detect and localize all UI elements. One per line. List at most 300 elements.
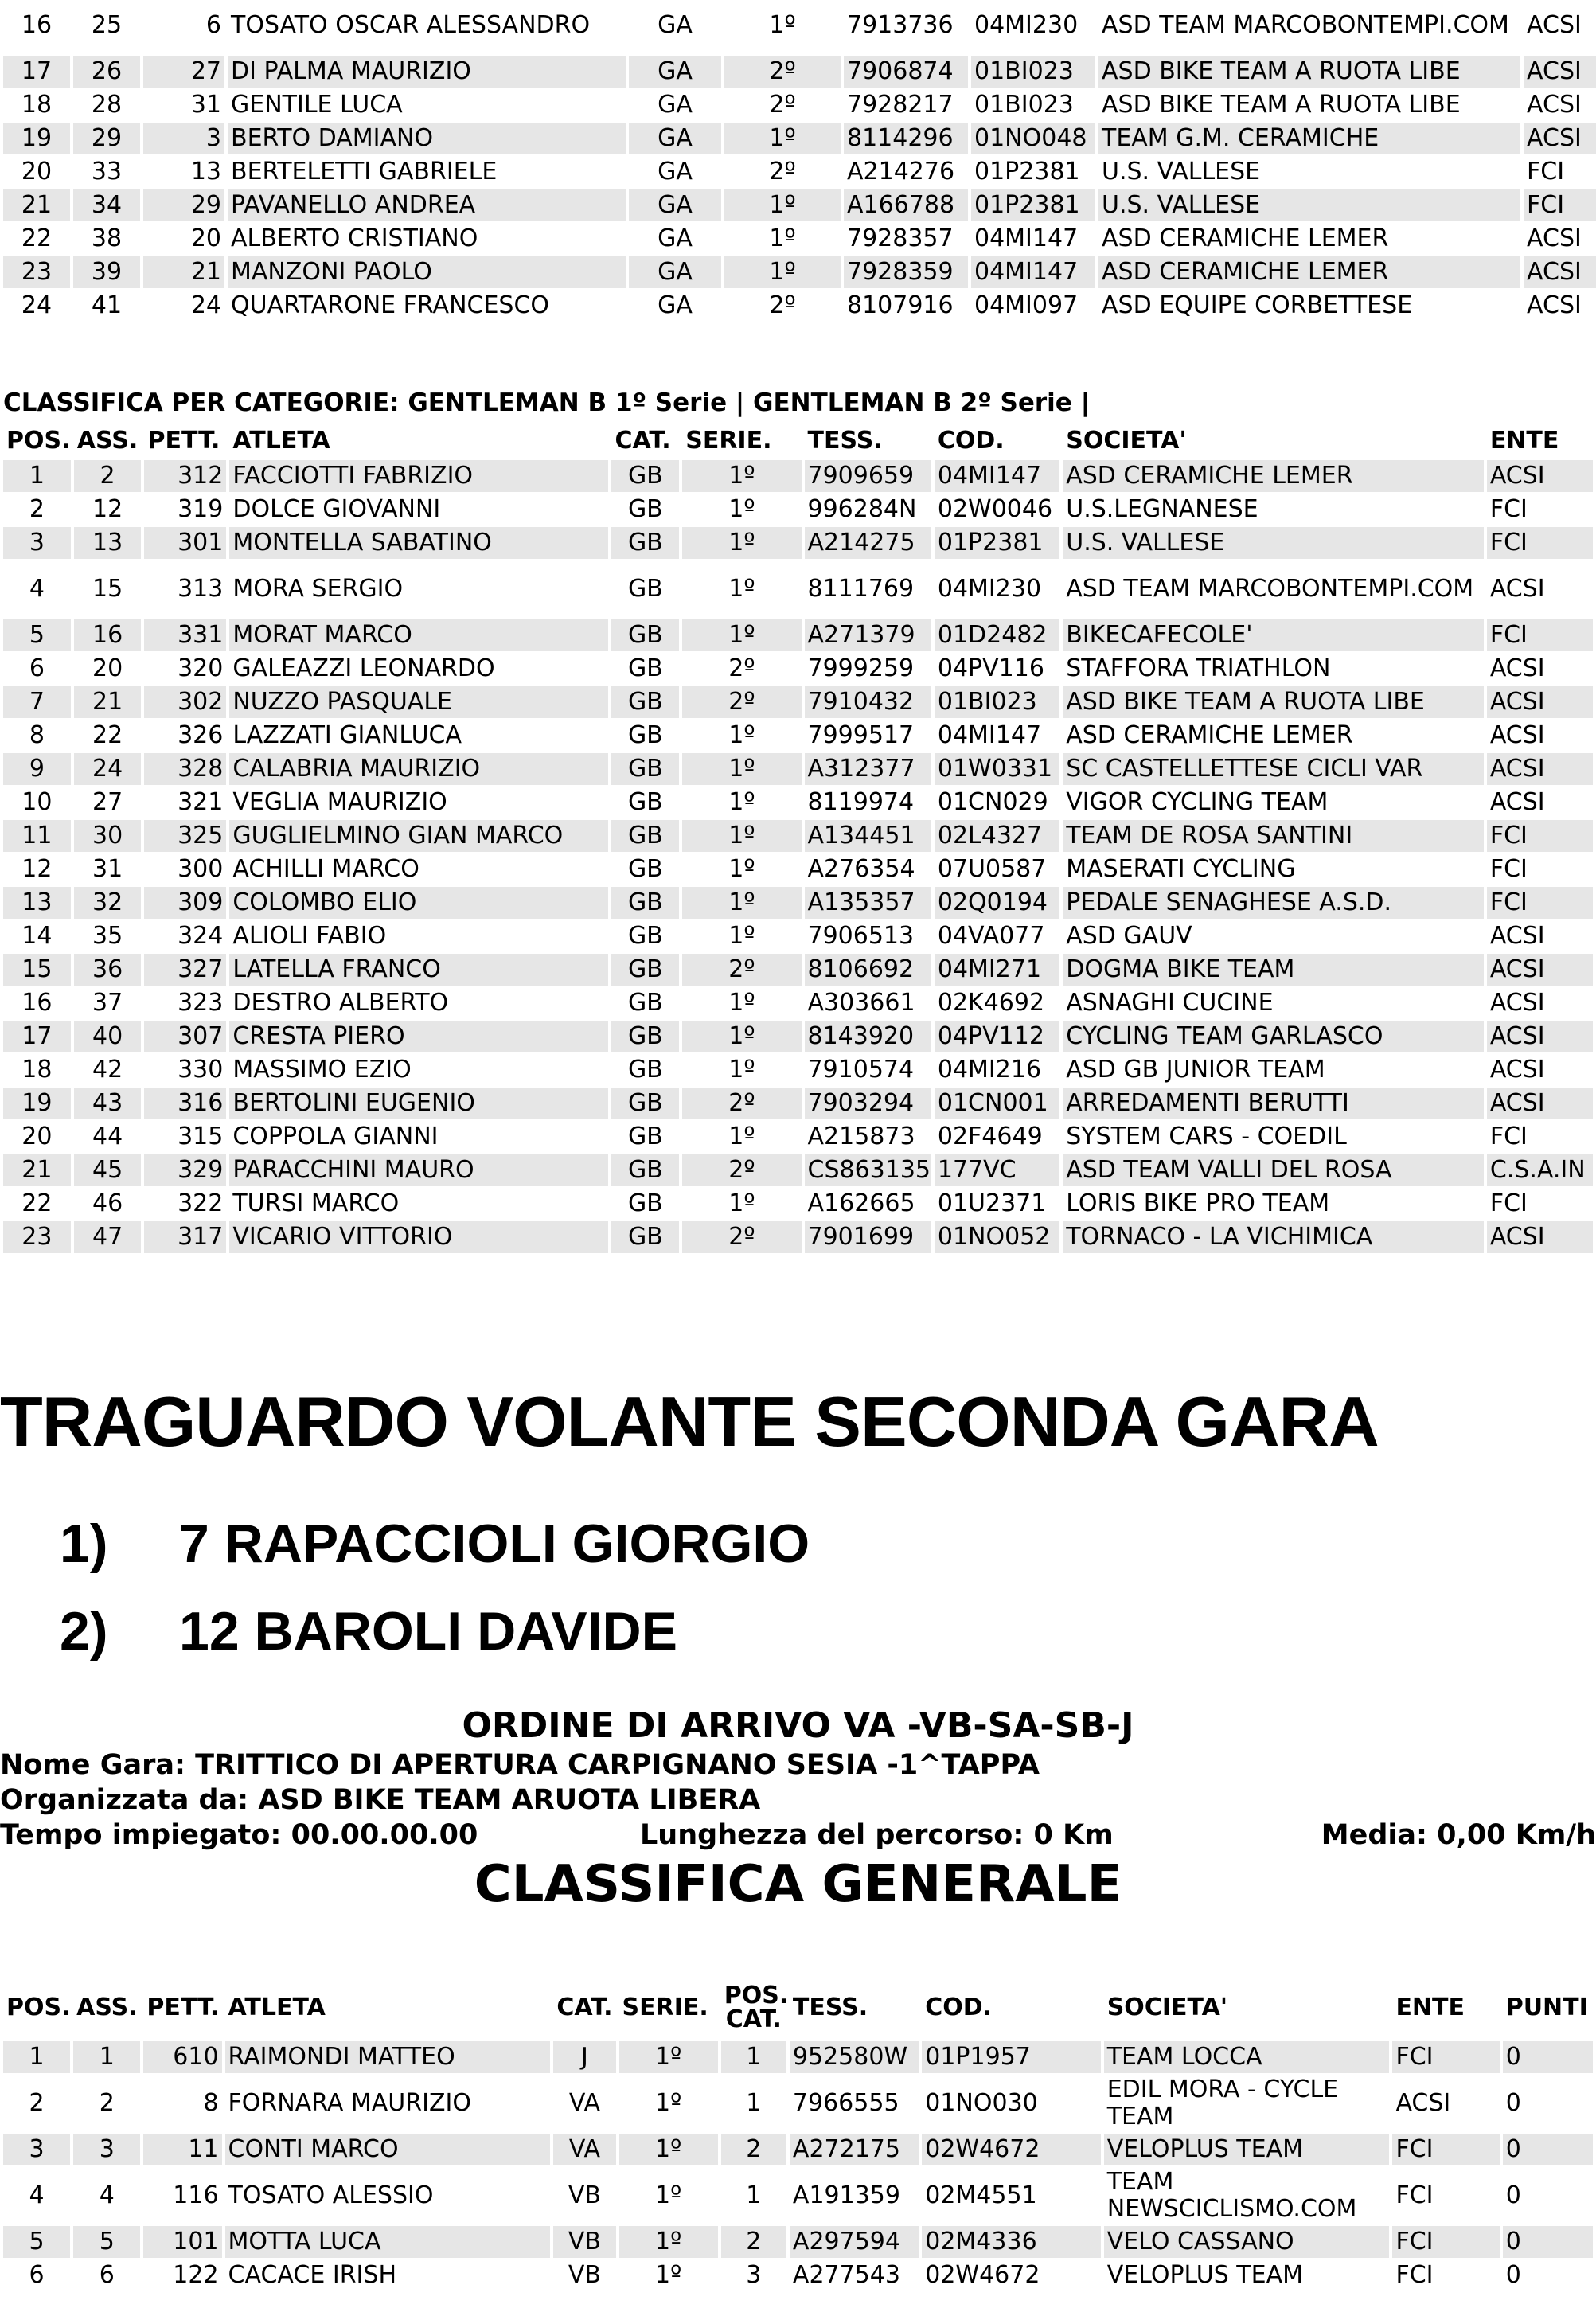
cell-tess: A215873: [807, 1123, 915, 1150]
cell-societa: VELOPLUS TEAM: [1106, 2261, 1303, 2289]
cell-pos-cat: 2: [721, 2134, 786, 2165]
cell-ass: 34: [73, 189, 140, 221]
cell-cod: 04MI097: [974, 291, 1079, 319]
cell-pett: 101: [143, 2226, 221, 2258]
cell-cod: 01P2381: [971, 189, 1095, 221]
cell-atleta: CONTI MARCO: [225, 2134, 551, 2165]
cell-tess: A271379: [805, 619, 931, 651]
cell-ente: FCI: [1487, 887, 1593, 919]
table-header-row: [3, 1976, 1593, 2040]
cell-ass: 5: [73, 2226, 140, 2258]
cell-serie: 1º: [655, 2181, 682, 2209]
cell-ente: ACSI: [1527, 225, 1582, 252]
column-header: SERIE.: [685, 427, 772, 455]
cell-cat: GB: [611, 460, 679, 492]
table-row: [3, 256, 1596, 288]
cell-pos: 24: [21, 291, 53, 319]
cell-atleta: BERTO DAMIANO: [228, 123, 626, 154]
cell-ass: 29: [73, 123, 140, 154]
cell-ass: 47: [74, 1221, 142, 1253]
cell-cat: GA: [658, 158, 693, 185]
table-row: [3, 853, 1593, 885]
table-row: [3, 123, 1596, 154]
cell-cat: VA: [568, 2089, 600, 2117]
cell-atleta: TURSI MARCO: [232, 1189, 400, 1217]
cell-pos: 16: [21, 989, 53, 1017]
cell-cod: 177VC: [935, 1154, 1059, 1186]
cell-tess: 7928359: [844, 256, 968, 288]
cell-tess: 952580W: [790, 2041, 919, 2073]
cell-serie: 1º: [728, 721, 755, 749]
cell-pett: 302: [144, 686, 226, 718]
cell-pos-cat: 1: [746, 2089, 762, 2117]
cell-ass: 44: [92, 1123, 123, 1150]
cell-punti: 0: [1503, 2041, 1593, 2073]
cell-pos: 11: [3, 820, 71, 852]
table-header-row: [3, 424, 1593, 459]
cell-ente: ACSI: [1487, 686, 1593, 718]
cell-cod: 01CN001: [935, 1088, 1059, 1119]
cell-pett: 325: [144, 820, 226, 852]
cell-societa: TORNACO - LA VICHIMICA: [1063, 1221, 1484, 1253]
table-row: [3, 156, 1596, 188]
cell-cod: 02M4551: [925, 2181, 1037, 2209]
cell-cod: 01NO048: [971, 123, 1095, 154]
cell-pett: 301: [144, 527, 226, 559]
cell-societa: ARREDAMENTI BERUTTI: [1063, 1088, 1484, 1119]
cell-cat: GB: [611, 1088, 679, 1119]
gb-category-title: CLASSIFICA PER CATEGORIE: GENTLEMAN B 1º Serie | GENTLEMAN B 2º Serie |: [3, 389, 1090, 417]
cell-serie: 1º: [728, 1056, 755, 1084]
cell-pos-cat: 1: [746, 2181, 762, 2209]
cell-serie: 1º: [724, 256, 841, 288]
cell-tess: A214276: [847, 158, 955, 185]
cell-atleta: GALEAZZI LEONARDO: [232, 654, 495, 682]
cell-pos: 14: [21, 922, 53, 950]
cell-cod: 02F4649: [937, 1123, 1043, 1150]
cell-pos: 5: [3, 2226, 70, 2258]
cell-pett: 328: [144, 753, 226, 785]
generale-results-table: [0, 1974, 1596, 2293]
cell-ente: FCI: [1489, 1189, 1528, 1217]
column-header: SOCIETA': [1066, 427, 1187, 455]
cell-societa: ASD GAUV: [1066, 922, 1192, 950]
table-row: [3, 2075, 1593, 2132]
cell-ente: C.S.A.IN: [1487, 1154, 1593, 1186]
cell-societa: U.S. VALLESE: [1102, 158, 1261, 185]
cell-serie: 1º: [619, 2226, 718, 2258]
cell-atleta: GUGLIELMINO GIAN MARCO: [229, 820, 608, 852]
cell-societa: LORIS BIKE PRO TEAM: [1066, 1189, 1330, 1217]
cell-serie: 2º: [728, 654, 755, 682]
cell-societa: SYSTEM CARS - COEDIL: [1066, 1123, 1347, 1150]
cell-pett: 6: [205, 11, 221, 39]
cell-cat: VA: [553, 2134, 615, 2165]
cell-cat: GB: [627, 788, 663, 816]
column-header: CAT.: [556, 1994, 613, 2021]
cell-cod: 01P2381: [974, 158, 1080, 185]
cell-pos: 12: [21, 855, 53, 883]
cell-atleta: CALABRIA MAURIZIO: [229, 753, 608, 785]
cell-tess: A276354: [807, 855, 915, 883]
cell-ente: ACSI: [1524, 56, 1596, 88]
ordine-title: ORDINE DI ARRIVO VA -VB-SA-SB-J: [462, 1705, 1134, 1746]
cell-pos: 16: [21, 11, 53, 39]
cell-serie: 1º: [728, 575, 755, 603]
organizzata-da: Organizzata da: ASD BIKE TEAM ARUOTA LIBERA: [0, 1784, 761, 1816]
cell-ass: 3: [73, 2134, 140, 2165]
cell-cat: GB: [611, 527, 679, 559]
cell-pos: 2: [29, 2089, 45, 2117]
cell-tess: 8114296: [844, 123, 968, 154]
ga-results-table: [0, 0, 1596, 323]
cell-ass: 40: [74, 1021, 142, 1052]
cell-ente: ACSI: [1487, 1021, 1593, 1052]
cell-ass: 33: [91, 158, 123, 185]
cell-punti: 0: [1503, 2226, 1593, 2258]
cell-cat: GB: [627, 654, 663, 682]
cell-tess: A272175: [790, 2134, 919, 2165]
cell-cod: 04MI271: [935, 954, 1059, 986]
cell-pett: 312: [144, 460, 226, 492]
cell-societa: ASNAGHI CUCINE: [1066, 989, 1274, 1017]
cell-atleta: LAZZATI GIANLUCA: [232, 721, 462, 749]
cell-ass: 30: [74, 820, 142, 852]
cell-pos: 20: [21, 158, 53, 185]
column-header: SERIE.: [622, 1994, 708, 2021]
cell-tess: 7928357: [847, 225, 954, 252]
cell-pett: 323: [178, 989, 224, 1017]
cell-societa: TEAM DE ROSA SANTINI: [1063, 820, 1484, 852]
table-row: [3, 494, 1593, 525]
cell-ente: ACSI: [1524, 256, 1596, 288]
cell-tess: A191359: [792, 2181, 900, 2209]
column-header: PUNTI: [1505, 1994, 1588, 2021]
cell-atleta: ALBERTO CRISTIANO: [231, 225, 478, 252]
cell-cat: GA: [629, 256, 721, 288]
cell-societa: ASD CERAMICHE LEMER: [1102, 225, 1389, 252]
cell-ente: ACSI: [1524, 123, 1596, 154]
cell-cod: 04MI230: [937, 575, 1042, 603]
cell-societa: SC CASTELLETTESE CICLI VAR: [1063, 753, 1484, 785]
cell-societa: TEAM G.M. CERAMICHE: [1098, 123, 1520, 154]
gb-results-table: [0, 422, 1596, 1255]
column-header: SOCIETA': [1106, 1994, 1228, 2021]
cell-pett: 326: [178, 721, 224, 749]
column-header: POS.: [6, 427, 71, 455]
cell-cat: GB: [627, 721, 663, 749]
cell-societa: TEAM NEWSCICLISMO.COM: [1106, 2168, 1357, 2223]
cell-pos: 3: [3, 527, 71, 559]
cell-societa: ASD TEAM MARCOBONTEMPI.COM: [1102, 11, 1509, 39]
cell-serie: 1º: [682, 820, 801, 852]
cell-serie: 1º: [682, 1021, 801, 1052]
table-row: [3, 223, 1596, 255]
cell-pos-cat: 3: [746, 2261, 762, 2289]
cell-cod: 01BI023: [974, 91, 1074, 119]
cell-pett: 309: [144, 887, 226, 919]
cell-cod: 04PV112: [935, 1021, 1059, 1052]
cell-tess: 7901699: [805, 1221, 931, 1253]
cell-tess: 7910432: [805, 686, 931, 718]
column-header: CAT.: [615, 427, 671, 455]
cell-ass: 43: [74, 1088, 142, 1119]
cell-cat: GB: [611, 619, 679, 651]
column-header: ASS.: [76, 427, 139, 455]
cell-tess: 7913736: [847, 11, 954, 39]
table-row: [3, 787, 1593, 818]
cell-tess: 8106692: [805, 954, 931, 986]
cell-serie: 1º: [724, 123, 841, 154]
cell-cod: 01BI023: [935, 686, 1059, 718]
cell-pos: 23: [3, 256, 70, 288]
cell-ass: 16: [74, 619, 142, 651]
cell-serie: 2º: [682, 686, 801, 718]
cell-pett: 331: [144, 619, 226, 651]
classifica-generale-title: CLASSIFICA GENERALE: [474, 1855, 1122, 1914]
cell-ass: 4: [99, 2181, 115, 2209]
traguardo-item-2: [60, 1600, 677, 1662]
cell-ass: 37: [92, 989, 123, 1017]
cell-pos: 17: [3, 1021, 71, 1052]
cell-pett: 31: [190, 91, 221, 119]
cell-ente: ACSI: [1487, 1088, 1593, 1119]
column-header: TESS.: [807, 427, 883, 455]
cell-ass: 1: [73, 2041, 140, 2073]
cell-societa: ASD BIKE TEAM A RUOTA LIBE: [1063, 686, 1484, 718]
column-header: PETT.: [146, 1994, 220, 2021]
cell-ass: 21: [74, 686, 142, 718]
cell-ass: 26: [73, 56, 140, 88]
cell-cat: GB: [627, 922, 663, 950]
cell-societa: ASD CERAMICHE LEMER: [1063, 460, 1484, 492]
cell-pett: 116: [173, 2181, 219, 2209]
cell-societa: ASD CERAMICHE LEMER: [1098, 256, 1520, 288]
cell-ente: FCI: [1395, 2181, 1434, 2209]
cell-serie: 2º: [682, 1154, 801, 1186]
cell-atleta: PAVANELLO ANDREA: [228, 189, 626, 221]
cell-pett: 329: [144, 1154, 226, 1186]
cell-cod: 04MI147: [974, 225, 1079, 252]
cell-ente: FCI: [1489, 855, 1528, 883]
cell-atleta: NUZZO PASQUALE: [229, 686, 608, 718]
traguardo-item-1: [60, 1513, 810, 1575]
cell-pos: 22: [21, 1189, 53, 1217]
cell-tess: A297594: [790, 2226, 919, 2258]
cell-pett: 13: [190, 158, 221, 185]
cell-cod: 01U2371: [937, 1189, 1047, 1217]
cell-cod: 02L4327: [935, 820, 1059, 852]
cell-ente: FCI: [1487, 527, 1593, 559]
table-row: [3, 954, 1593, 986]
cell-atleta: COLOMBO ELIO: [229, 887, 608, 919]
cell-ente: ACSI: [1487, 460, 1593, 492]
cell-pos: 19: [3, 1088, 71, 1119]
cell-atleta: DESTRO ALBERTO: [232, 989, 449, 1017]
cell-cod: 04MI216: [937, 1056, 1042, 1084]
table-row: [3, 1121, 1593, 1153]
cell-tess: 996284N: [807, 495, 917, 523]
cell-pett: 321: [178, 788, 224, 816]
table-row: [3, 189, 1596, 221]
cell-serie: 2º: [724, 56, 841, 88]
cell-tess: A135357: [805, 887, 931, 919]
cell-societa: U.S. VALLESE: [1063, 527, 1484, 559]
cell-atleta: BERTELETTI GABRIELE: [231, 158, 498, 185]
cell-tess: CS863135: [805, 1154, 931, 1186]
cell-ente: FCI: [1489, 495, 1528, 523]
cell-ente: ACSI: [1489, 721, 1545, 749]
table-row: [3, 920, 1593, 952]
cell-societa: ASD CERAMICHE LEMER: [1066, 721, 1353, 749]
cell-pos: 5: [3, 619, 71, 651]
cell-atleta: PARACCHINI MAURO: [229, 1154, 608, 1186]
cell-cat: GA: [658, 225, 693, 252]
cell-cat: GB: [611, 753, 679, 785]
cell-atleta: TOSATO OSCAR ALESSANDRO: [231, 11, 591, 39]
cell-ass: 38: [91, 225, 123, 252]
cell-cod: 01P2381: [935, 527, 1059, 559]
cell-ass: 13: [74, 527, 142, 559]
cell-serie: 1º: [728, 1189, 755, 1217]
cell-atleta: ALIOLI FABIO: [232, 922, 387, 950]
cell-tess: 8143920: [805, 1021, 931, 1052]
cell-cod: 01BI023: [971, 56, 1095, 88]
cell-pett: 307: [144, 1021, 226, 1052]
cell-ente: ACSI: [1527, 291, 1582, 319]
table-row: [3, 1054, 1593, 1086]
lunghezza-percorso: Lunghezza del percorso: 0 Km: [640, 1819, 1114, 1851]
cell-serie: 1º: [728, 922, 755, 950]
cell-punti: 0: [1505, 2089, 1521, 2117]
cell-pos: 23: [3, 1221, 71, 1253]
cell-ente: ACSI: [1489, 1056, 1545, 1084]
nome-gara: Nome Gara: TRITTICO DI APERTURA CARPIGNANO SESIA -1^TAPPA: [0, 1749, 1040, 1781]
cell-cod: 02W4672: [925, 2261, 1040, 2289]
cell-societa: ASD TEAM VALLI DEL ROSA: [1063, 1154, 1484, 1186]
table-row: [3, 290, 1596, 322]
cell-ente: ACSI: [1487, 1221, 1593, 1253]
cell-cod: 01CN029: [937, 788, 1048, 816]
cell-punti: 0: [1505, 2181, 1521, 2209]
cell-ente: ACSI: [1487, 954, 1593, 986]
cell-ente: ACSI: [1489, 654, 1545, 682]
cell-pett: 27: [143, 56, 224, 88]
cell-tess: 7999517: [807, 721, 915, 749]
cell-atleta: MOTTA LUCA: [225, 2226, 551, 2258]
cell-ente: ACSI: [1527, 11, 1582, 39]
cell-atleta: QUARTARONE FRANCESCO: [231, 291, 550, 319]
cell-ass: 45: [74, 1154, 142, 1186]
cell-atleta: ACHILLI MARCO: [232, 855, 419, 883]
cell-cat: GA: [658, 291, 693, 319]
table-row: [3, 1188, 1593, 1220]
cell-serie: 1º: [682, 527, 801, 559]
cell-ente: FCI: [1524, 189, 1596, 221]
table-row: [3, 89, 1596, 121]
cell-pos: 22: [21, 225, 53, 252]
cell-serie: 1º: [728, 495, 755, 523]
cell-pos-cat: 2: [721, 2226, 786, 2258]
cell-atleta: COPPOLA GIANNI: [232, 1123, 439, 1150]
cell-tess: 8119974: [807, 788, 915, 816]
cell-serie: 1º: [682, 460, 801, 492]
cell-serie: 2º: [769, 158, 796, 185]
table-row: [3, 1154, 1593, 1186]
column-header: ATLETA: [232, 427, 330, 455]
cell-atleta: FORNARA MAURIZIO: [228, 2089, 471, 2117]
table-row: [3, 2167, 1593, 2224]
cell-serie: 1º: [728, 788, 755, 816]
cell-tess: 7966555: [792, 2089, 899, 2117]
cell-cod: 02Q0194: [935, 887, 1059, 919]
cell-cat: VB: [568, 2261, 601, 2289]
table-row: [3, 527, 1593, 559]
cell-ente: ACSI: [1489, 989, 1545, 1017]
cell-tess: 8107916: [847, 291, 954, 319]
cell-societa: BIKECAFECOLE': [1063, 619, 1484, 651]
table-row: [3, 619, 1593, 651]
cell-cat: VB: [568, 2181, 601, 2209]
cell-pos: 18: [21, 91, 53, 119]
cell-serie: 1º: [655, 2261, 682, 2289]
cell-pett: 3: [143, 123, 224, 154]
table-row: [3, 653, 1593, 685]
column-header: ENTE: [1395, 1994, 1465, 2021]
cell-serie: 2º: [769, 291, 796, 319]
cell-serie: 1º: [619, 2134, 718, 2165]
cell-atleta: BERTOLINI EUGENIO: [229, 1088, 608, 1119]
cell-pos: 9: [3, 753, 71, 785]
cell-pett: 315: [178, 1123, 224, 1150]
cell-serie: 1º: [682, 619, 801, 651]
cell-ass: 35: [92, 922, 123, 950]
table-row: [3, 2041, 1593, 2073]
cell-ente: FCI: [1487, 820, 1593, 852]
cell-cod: 02M4336: [922, 2226, 1100, 2258]
cell-tess: A134451: [805, 820, 931, 852]
cell-societa: MASERATI CYCLING: [1066, 855, 1296, 883]
table-row: [3, 1088, 1593, 1119]
cell-ente: FCI: [1392, 2041, 1499, 2073]
cell-serie: 1º: [728, 855, 755, 883]
cell-pos: 15: [3, 954, 71, 986]
table-row: [3, 720, 1593, 752]
cell-atleta: GENTILE LUCA: [231, 91, 403, 119]
cell-serie: 1º: [769, 225, 796, 252]
traguardo-text-2: 12 BAROLI DAVIDE: [179, 1601, 677, 1662]
cell-serie: 1º: [724, 189, 841, 221]
cell-ass: 20: [92, 654, 123, 682]
cell-pett: 316: [144, 1088, 226, 1119]
cell-societa: DOGMA BIKE TEAM: [1063, 954, 1484, 986]
cell-ass: 2: [99, 2089, 115, 2117]
cell-atleta: DOLCE GIOVANNI: [232, 495, 441, 523]
table-row: [3, 686, 1593, 718]
cell-pett: 317: [144, 1221, 226, 1253]
cell-cat: GA: [658, 91, 693, 119]
cell-pett: 300: [178, 855, 224, 883]
cell-cat: GB: [611, 887, 679, 919]
cell-pett: 330: [178, 1056, 224, 1084]
cell-cat: GA: [629, 56, 721, 88]
cell-cat: GB: [627, 575, 663, 603]
cell-pos: 13: [3, 887, 71, 919]
column-header: COD.: [925, 1994, 993, 2021]
cell-atleta: CACACE IRISH: [228, 2261, 396, 2289]
cell-cat: GB: [611, 954, 679, 986]
cell-serie: 1º: [769, 11, 796, 39]
